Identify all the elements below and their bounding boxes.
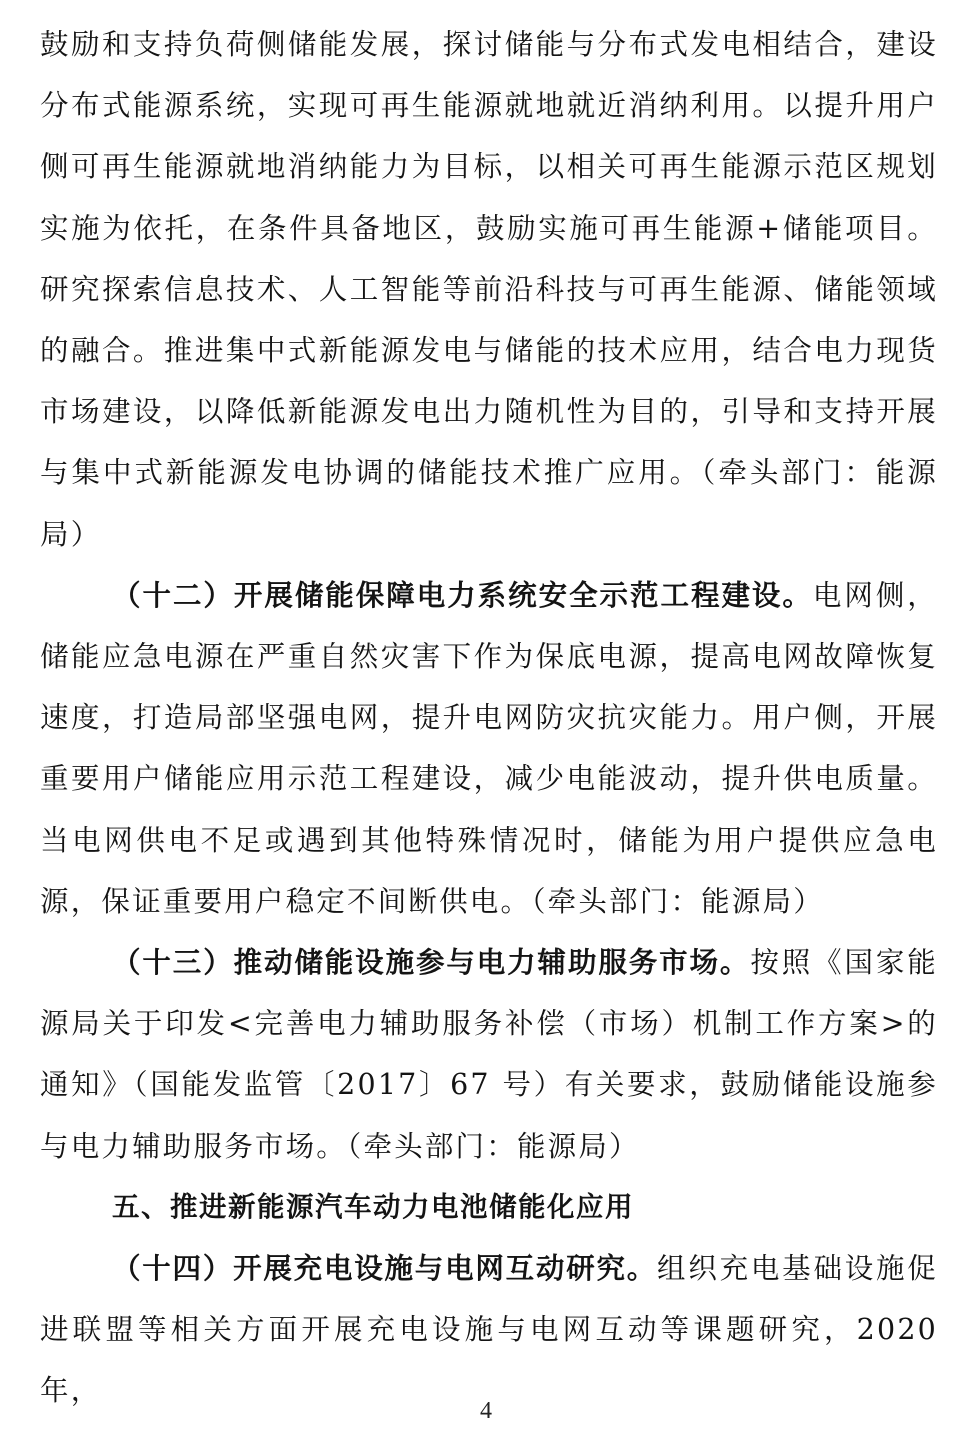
document-body — [40, 14, 938, 1422]
paragraph-13 — [40, 932, 938, 1177]
paragraph-14-lead: （十四）开展充电设施与电网互动研究。 — [112, 1252, 658, 1286]
paragraph-12-lead: （十二）开展储能保障电力系统安全示范工程建设。 — [112, 578, 813, 612]
paragraph-13-lead: （十三）推动储能设施参与电力辅助服务市场。 — [112, 946, 751, 980]
paragraph-13-body: 按照《国家能源局关于印发<完善电力辅助服务补偿（市场）机制工作方案>的通知》（国能发监管〔2017〕67 号）有关要求，鼓励储能设施参与电力辅助服务市场。（牵头部门：能源局） — [40, 946, 939, 1163]
paragraph-1-text: 鼓励和支持负荷侧储能发展，探讨储能与分布式发电相结合，建设分布式能源系统，实现可再生能源就地就近消纳利用。以提升用户侧可再生能源就地消纳能力为目标，以相关可再生能源示范区规划实施为依托，在条件具备地区，鼓励实施可再生能源+储能项目。研究探索信息技术、人工智能等前沿科技与可再生能源、储能领域的融合。推进集中式新能源发电与储能的技术应用，结合电力现货市场建设，以降低新能源发电出力随机性为目的，引导和支持开展与集中式新能源发电协调的储能技术推广应用。（牵头部门：能源局） — [40, 28, 938, 551]
paragraph-1 — [40, 14, 938, 565]
paragraph-14 — [40, 1238, 938, 1422]
section-heading: 五、推进新能源汽车动力电池储能化应用 — [112, 1190, 634, 1223]
paragraph-12-body: 电网侧，储能应急电源在严重自然灾害下作为保底电源，提高电网故障恢复速度，打造局部坚强电网，提升电网防灾抗灾能力。用户侧，开展重要用户储能应用示范工程建设，减少电能波动，提升供电质量。当电网供电不足或遇到其他特殊情况时，储能为用户提供应急电源，保证重要用户稳定不间断供电。（牵头部门：能源局） — [40, 578, 938, 918]
paragraph-14-body: 组织充电基础设施促进联盟等相关方面开展充电设施与电网互动等课题研究，2020 年， — [40, 1252, 938, 1408]
page-number: 4 — [480, 1398, 492, 1424]
paragraph-12 — [40, 565, 938, 932]
